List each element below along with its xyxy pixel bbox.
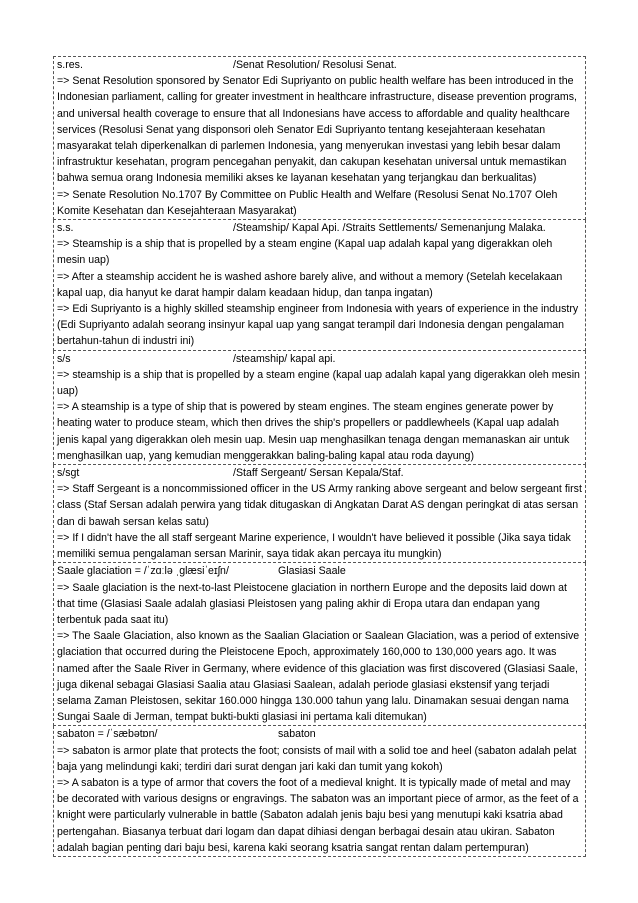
entry-heading bbox=[57, 563, 583, 579]
example-sentence: => Edi Supriyanto is a highly skilled steamship engineer from Indonesia with years of experience in the industry (Edi Supriyanto adalah seorang insinyur kapal uap yang sangat terampil dari Indonesia dengan pengalaman bertahun-tahun di industri ini) bbox=[57, 303, 579, 348]
dictionary-entry bbox=[53, 351, 586, 465]
example-sentence: => If I didn't have the all staff sergeant Marine experience, I wouldn't have believed it possible (Jika saya tidak memiliki semua pengalaman sersan Marinir, saya tidak akan percaya itu mungkin) bbox=[57, 531, 571, 561]
entry-heading bbox=[57, 220, 583, 236]
entry-heading bbox=[57, 57, 583, 73]
example-sentence: => Staff Sergeant is a noncommissioned officer in the US Army ranking above sergeant and below sergeant first class (Staf Sersan adalah perwira yang tidak ditugaskan di Angkatan Darat AS dengan peringkat di atas sersan dan di bawah sersan kelas satu) bbox=[57, 483, 582, 528]
entry-gloss: /steamship/ kapal api. bbox=[233, 352, 336, 365]
example-sentence: => steamship is a ship that is propelled by a steam engine (kapal uap adalah kapal yang digerakkan oleh mesin uap) bbox=[57, 368, 580, 398]
example-sentence: => Steamship is a ship that is propelled by a steam engine (Kapal uap adalah kapal yang digerakkan oleh mesin uap) bbox=[57, 238, 553, 267]
dictionary-document bbox=[53, 56, 586, 857]
entry-term: s.res. bbox=[57, 59, 83, 71]
dictionary-entry bbox=[53, 56, 586, 220]
example-sentence: => A steamship is a type of ship that is powered by steam engines. The steam engines generate power by heating water to produce steam, which then drives the ship's propellers or paddlewheels (Kapal uap adalah jenis kapal yang digerakkan oleh mesin uap. Mesin uap menghasilkan tenaga dengan memanaskan air untuk menghasilkan uap, yang kemudian menggerakkan baling-baling kapal atau roda dayung) bbox=[57, 401, 570, 462]
entry-heading bbox=[57, 465, 583, 481]
dictionary-entry bbox=[53, 220, 586, 351]
entry-heading bbox=[57, 351, 583, 367]
entry-term: s.s. bbox=[57, 222, 74, 235]
entry-gloss: /Staff Sergeant/ Sersan Kepala/Staf. bbox=[233, 467, 404, 480]
example-sentence: => A sabaton is a type of armor that covers the foot of a medieval knight. It is typically made of metal and may be decorated with various designs or engravings. The sabaton was an important piece of armor, as the feet of a knight were particularly vulnerable in battle (Sabaton adalah jenis baju besi yang menutupi kaki ksatria abad pertengahan. Biasanya terbuat dari logam dan dapat dihiasi dengan berbagai desain atau ukiran. Sabaton adalah bagian penting dari baju besi, karena kaki seorang ksatria sangat rentan dalam pertempuran) bbox=[57, 776, 579, 854]
dictionary-entry bbox=[53, 563, 586, 726]
entry-gloss: /Steamship/ Kapal Api. /Straits Settlements/ Semenanjung Malaka. bbox=[233, 222, 546, 235]
example-sentence: => Senate Resolution No.1707 By Committee on Public Health and Welfare (Resolusi Senat No.1707 Oleh Komite Kesehatan dan Kesejahteraan Masyarakat) bbox=[57, 188, 558, 217]
entry-gloss: /Senat Resolution/ Resolusi Senat. bbox=[233, 59, 397, 71]
dictionary-entry bbox=[53, 726, 586, 857]
entry-heading bbox=[57, 726, 583, 742]
example-sentence: => sabaton is armor plate that protects the foot; consists of mail with a solid toe and heel (sabaton adalah pelat baja yang melindungi kaki; terdiri dari surat dengan jari kaki dan tumit yang kokoh) bbox=[57, 744, 577, 773]
entry-term: Saale glaciation = /ˈzɑːlə ˌglæsiˈeɪʃn/ bbox=[57, 565, 229, 578]
entry-term: s/s bbox=[57, 352, 71, 365]
entry-gloss: sabaton bbox=[278, 728, 316, 741]
example-sentence: => The Saale Glaciation, also known as the Saalian Glaciation or Saalean Glaciation, was a period of extensive glaciation that occurred during the Pleistocene Epoch, approximately 160,000 to 130,000 years ago. It was named after the Saale River in Germany, where evidence of this glaciation was first discovered (Glasiasi Saale, juga dikenal sebagai Glasiasi Saalia atau Glasiasi Saalean, adalah periode glasiasi ekstensif yang terjadi selama Zaman Pleistosen, sekitar 160.000 hingga 130.000 tahun yang lalu. Dinamakan sesuai dengan nama Sungai Saale di Jerman, tempat bukti-bukti glasiasi ini pertama kali ditemukan) bbox=[57, 630, 580, 724]
entry-term: s/sgt bbox=[57, 467, 80, 480]
example-sentence: => After a steamship accident he is washed ashore barely alive, and without a memory (Setelah kecelakaan kapal uap, dia hanyut ke darat hampir dalam keadaan hidup, dan tanpa ingatan) bbox=[57, 270, 563, 299]
dictionary-entry bbox=[53, 465, 586, 563]
entry-term: sabaton = /ˈsæbətɒn/ bbox=[57, 728, 158, 741]
example-sentence: => Senat Resolution sponsored by Senator Edi Supriyanto on public health welfare has been introduced in the Indonesian parliament, calling for greater investment in healthcare infrastructure, disease prevention programs, and universal health coverage to ensure that all Indonesians have access to affordable and quality healthcare services (Resolusi Senat yang disponsori oleh Senator Edi Supriyanto tentang kesejahteraan kesehatan masyarakat telah diperkenalkan di parlemen Indonesia, yang menyerukan investasi yang lebih besar dalam infrastruktur kesehatan, program pencegahan penyakit, dan cakupan kesehatan universal untuk memastikan bahwa semua orang Indonesia memiliki akses ke layanan kesehatan yang terjangkau dan berkualitas) bbox=[57, 75, 577, 185]
entry-gloss: Glasiasi Saale bbox=[278, 565, 346, 578]
example-sentence: => Saale glaciation is the next-to-last Pleistocene glaciation in northern Europe and the deposits laid down at that time (Glasiasi Saale adalah glasiasi Pleistosen yang paling akhir di Eropa utara dan endapan yang terbentuk pada saat itu) bbox=[57, 581, 568, 626]
